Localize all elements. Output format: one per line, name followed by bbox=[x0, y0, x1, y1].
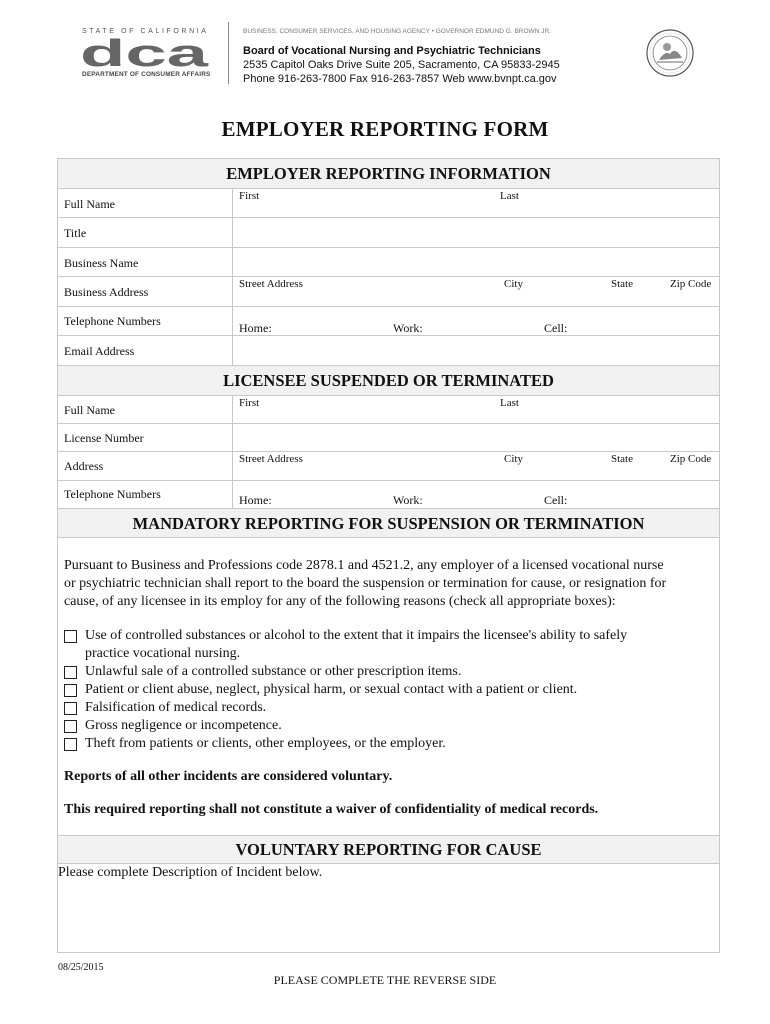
reason-checkbox[interactable] bbox=[64, 666, 77, 679]
employer-zip-label: Zip Code bbox=[670, 278, 712, 290]
employer-telephone-label: Telephone Numbers bbox=[64, 314, 161, 328]
page-title: EMPLOYER REPORTING FORM bbox=[221, 117, 549, 141]
dca-logo-icon bbox=[80, 38, 210, 70]
reason-label: Gross negligence or incompetence. bbox=[85, 718, 282, 733]
table-right-border bbox=[719, 158, 720, 953]
employer-home-label: Home: bbox=[239, 321, 272, 335]
licensee-address-field[interactable] bbox=[233, 452, 719, 480]
licensee-street-label: Street Address bbox=[239, 453, 303, 465]
employer-section-heading: EMPLOYER REPORTING INFORMATION bbox=[226, 164, 551, 183]
board-address: 2535 Capitol Oaks Drive Suite 205, Sacramento, CA 95833-2945 bbox=[243, 59, 560, 71]
employer-telephone-field[interactable] bbox=[233, 307, 719, 335]
licensee-telephone-label: Telephone Numbers bbox=[64, 487, 161, 501]
form-date: 08/25/2015 bbox=[58, 962, 104, 973]
licensee-telephone-field[interactable] bbox=[233, 481, 719, 508]
licensee-full-name-field[interactable] bbox=[233, 396, 719, 423]
waiver-note: This required reporting shall not constitute a waiver of confidentiality of medical records. bbox=[64, 802, 599, 817]
employer-street-label: Street Address bbox=[239, 278, 303, 290]
dca-logo-letters: dca bbox=[80, 38, 210, 70]
employer-full-name-label: Full Name bbox=[64, 197, 115, 211]
reason-label: Patient or client abuse, neglect, physical harm, or sexual contact with a patient or client. bbox=[85, 682, 578, 697]
header-divider bbox=[228, 22, 229, 84]
board-contact: Phone 916-263-7800 Fax 916-263-7857 Web www.bvnpt.ca.gov bbox=[243, 73, 557, 85]
licensee-cell-label: Cell: bbox=[544, 493, 568, 507]
licensee-state-label: State bbox=[611, 453, 633, 465]
employer-full-name-field[interactable] bbox=[233, 189, 719, 217]
reverse-side-note: PLEASE COMPLETE THE REVERSE SIDE bbox=[273, 973, 497, 987]
state-seal-icon bbox=[645, 28, 695, 78]
incident-instruction: Please complete Description of Incident below. bbox=[58, 865, 323, 880]
reason-checkbox[interactable] bbox=[64, 684, 77, 697]
board-name: Board of Vocational Nursing and Psychiatric Technicians bbox=[243, 45, 541, 57]
employer-title-field[interactable] bbox=[233, 218, 719, 247]
employer-first-label: First bbox=[239, 190, 260, 202]
licensee-first-label: First bbox=[239, 397, 260, 409]
reason-label: Theft from patients or clients, other employees, or the employer. bbox=[85, 736, 446, 751]
business-name-label: Business Name bbox=[64, 256, 139, 270]
reason-checkbox[interactable] bbox=[64, 738, 77, 751]
intro-line: Pursuant to Business and Professions code 2878.1 and 4521.2, any employer of a licensed vocational nurse bbox=[64, 558, 664, 573]
licensee-work-label: Work: bbox=[393, 493, 423, 507]
intro-line: or psychiatric technician shall report to the board the suspension or termination for cause, or resignation for bbox=[64, 576, 667, 591]
licensee-section-heading: LICENSEE SUSPENDED OR TERMINATED bbox=[223, 371, 554, 390]
reason-label-continued: practice vocational nursing. bbox=[85, 646, 241, 661]
employer-cell-label: Cell: bbox=[544, 321, 568, 335]
licensee-address-label: Address bbox=[64, 459, 104, 473]
employer-city-label: City bbox=[504, 278, 523, 290]
license-number-label: License Number bbox=[64, 431, 144, 445]
employer-work-label: Work: bbox=[393, 321, 423, 335]
voluntary-section-heading: VOLUNTARY REPORTING FOR CAUSE bbox=[235, 840, 542, 859]
business-address-label: Business Address bbox=[64, 285, 149, 299]
employer-email-field[interactable] bbox=[233, 336, 719, 365]
mandatory-intro bbox=[64, 557, 724, 611]
reason-label: Unlawful sale of a controlled substance or other prescription items. bbox=[85, 664, 462, 679]
license-number-field[interactable] bbox=[233, 424, 719, 451]
licensee-last-label: Last bbox=[500, 397, 519, 409]
business-name-field[interactable] bbox=[233, 248, 719, 276]
licensee-home-label: Home: bbox=[239, 493, 272, 507]
table-left-border bbox=[57, 158, 58, 953]
employer-state-label: State bbox=[611, 278, 633, 290]
logo-department-text: DEPARTMENT OF CONSUMER AFFAIRS bbox=[82, 71, 211, 78]
reason-checkbox[interactable] bbox=[64, 702, 77, 715]
reason-label: Use of controlled substances or alcohol to the extent that it impairs the licensee's ability to safely bbox=[85, 628, 628, 643]
agency-line: BUSINESS, CONSUMER SERVICES, AND HOUSING AGENCY • GOVERNOR EDMUND G. BROWN JR. bbox=[243, 28, 551, 35]
employer-email-label: Email Address bbox=[64, 344, 135, 358]
intro-line: cause, of any licensee in its employ for any of the following reasons (check all appropriate boxes): bbox=[64, 594, 616, 609]
reason-label: Falsification of medical records. bbox=[85, 700, 267, 715]
reason-checkbox[interactable] bbox=[64, 630, 77, 643]
licensee-full-name-label: Full Name bbox=[64, 403, 115, 417]
business-address-field[interactable] bbox=[233, 277, 719, 306]
mandatory-section-heading: MANDATORY REPORTING FOR SUSPENSION OR TERMINATION bbox=[132, 514, 645, 533]
reason-checkbox[interactable] bbox=[64, 720, 77, 733]
voluntary-note: Reports of all other incidents are considered voluntary. bbox=[64, 769, 393, 784]
logo-state-text: STATE OF CALIFORNIA bbox=[82, 28, 209, 35]
licensee-zip-label: Zip Code bbox=[670, 453, 712, 465]
employer-last-label: Last bbox=[500, 190, 519, 202]
employer-title-label: Title bbox=[64, 226, 87, 240]
incident-description-field[interactable] bbox=[58, 884, 719, 952]
licensee-city-label: City bbox=[504, 453, 523, 465]
